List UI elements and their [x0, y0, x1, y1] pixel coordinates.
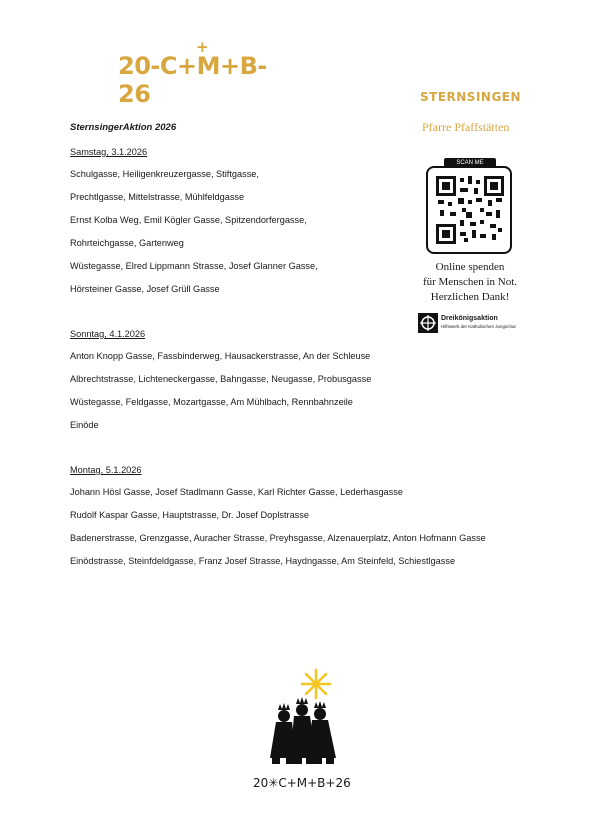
document-title: SternsingerAktion 2026	[70, 122, 177, 133]
street-line: Rudolf Kaspar Gasse, Hauptstrasse, Dr. Josef Doplstrasse	[70, 510, 309, 520]
street-line: Wüstegasse, Feldgasse, Mozartgasse, Am Mühlbach, Rennbahnzeile	[70, 397, 353, 407]
street-line: Albrechtstrasse, Lichteneckergasse, Bahngasse, Neugasse, Probusgasse	[70, 374, 372, 384]
day-heading: Montag, 5.1.2026	[70, 465, 142, 475]
street-line: Anton Knopp Gasse, Fassbinderweg, Hausackerstrasse, An der Schleuse	[70, 351, 371, 361]
org-subtitle: Hilfswerk der Katholischen Jungschar	[441, 324, 517, 329]
day-heading: Sonntag, 4.1.2026	[70, 329, 146, 339]
street-line: Prechtlgasse, Mittelstrasse, Mühlfeldgasse	[70, 192, 245, 202]
three-kings-illustration	[262, 668, 344, 766]
street-line: Rohrteichgasse, Gartenweg	[70, 238, 184, 248]
cross-plus-icon: +	[196, 38, 209, 56]
street-line: Johann Hösl Gasse, Josef Stadlmann Gasse, Karl Richter Gasse, Lederhasgasse	[70, 487, 403, 497]
donation-line-3: Herzlichen Dank!	[430, 291, 510, 303]
donation-qr-code[interactable]	[422, 158, 518, 258]
street-line: Einödstrasse, Steinfdeldgasse, Franz Josef Strasse, Haydngasse, Am Steinfeld, Schiestlgasse	[70, 556, 456, 566]
street-line: Einöde	[70, 420, 99, 430]
street-line: Schulgasse, Heiligenkreuzergasse, Stiftgasse,	[70, 169, 259, 179]
street-line: Hörsteiner Gasse, Josef Grüll Gasse	[70, 284, 220, 294]
cmb-logo	[118, 38, 288, 108]
logo-text: 20-C+M+B-26	[118, 52, 267, 108]
street-line: Wüstegasse, Elred Lippmann Strasse, Josef Glanner Gasse,	[70, 261, 318, 271]
donation-line-1: Online spenden	[435, 261, 505, 273]
street-line: Badenerstrasse, Grenzgasse, Auracher Strasse, Preyhsgasse, Alzenauerplatz, Anton Hofmann Gasse	[70, 533, 486, 543]
qr-code-icon	[436, 176, 504, 244]
org-name: Dreikönigsaktion	[441, 315, 498, 322]
parish-name: Pfarre Pfaffstätten	[422, 120, 510, 134]
dreikoenigsaktion-logo	[418, 313, 528, 335]
kings-silhouette-icon	[270, 697, 336, 764]
scan-me-label: SCAN ME	[444, 158, 496, 168]
donation-line-2: für Menschen in Not.	[422, 276, 518, 288]
crosshair-icon	[418, 313, 438, 333]
donation-message	[410, 260, 530, 305]
day-heading: Samstag, 3.1.2026	[70, 147, 148, 157]
star-icon	[302, 670, 330, 698]
street-line: Ernst Kolba Weg, Emil Kögler Gasse, Spitzendorfergasse,	[70, 215, 307, 225]
footer-caption: 20✳C+M+B+26	[253, 776, 351, 790]
brand-title: STERNSINGEN	[420, 90, 522, 104]
